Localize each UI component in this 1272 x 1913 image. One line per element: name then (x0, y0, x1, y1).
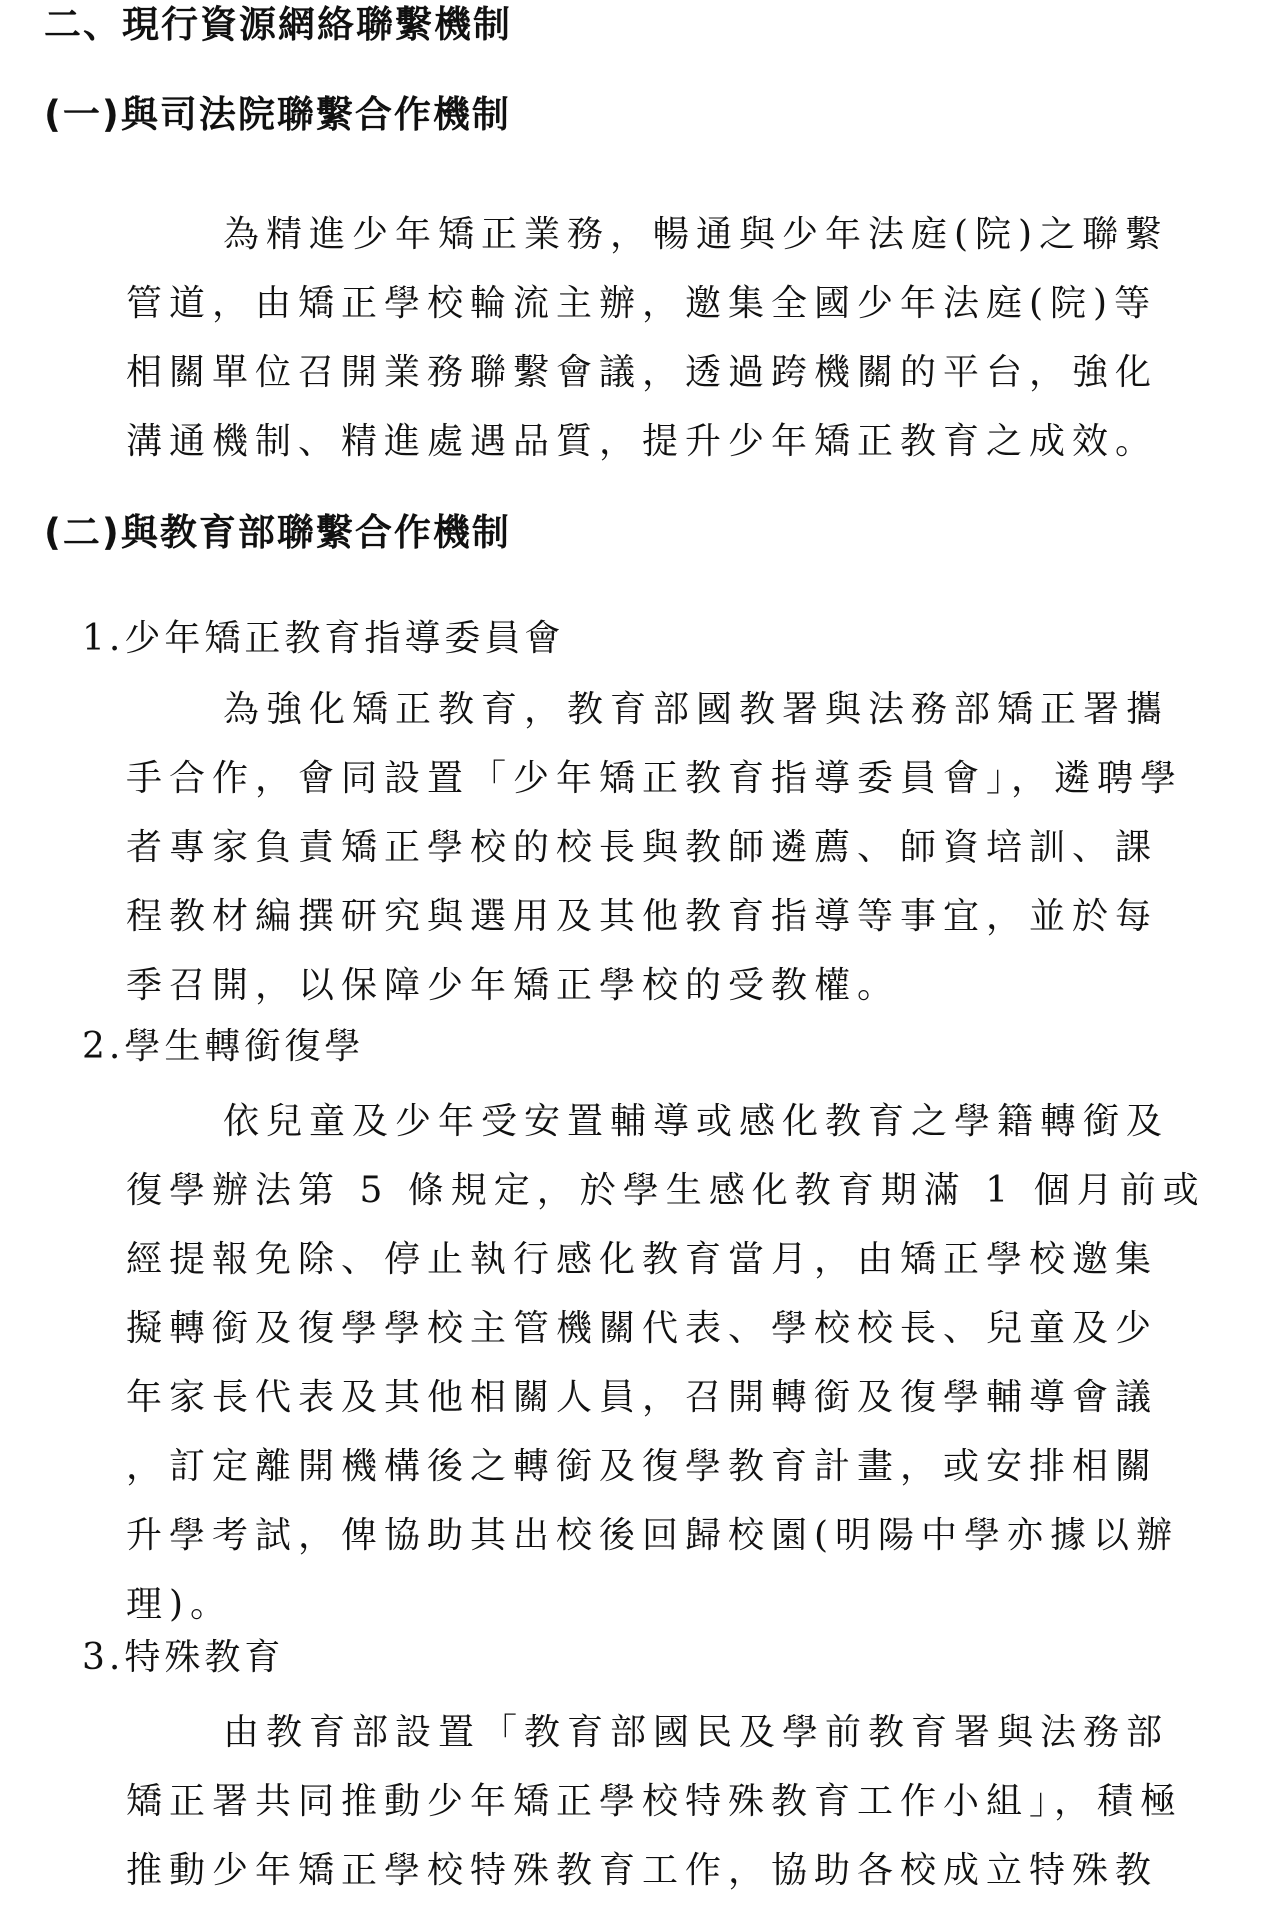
paragraph-line: 依兒童及少年受安置輔導或感化教育之學籍轉銜及 (223, 1101, 1170, 1142)
item-title-special-education: 3.特殊教育 (82, 1637, 285, 1678)
subsection-heading-education: (二)與教育部聯繫合作機制 (44, 511, 511, 554)
paragraph-line: 推動少年矯正學校特殊教育工作，協助各校成立特殊教 (126, 1850, 1159, 1891)
paragraph-line: 年家長代表及其他相關人員，召開轉銜及復學輔導會議 (126, 1377, 1159, 1418)
item-title-guidance-committee: 1.少年矯正教育指導委員會 (82, 618, 565, 659)
paragraph-line: 溝通機制、精進處遇品質，提升少年矯正教育之成效。 (126, 421, 1159, 462)
paragraph-guidance-committee (126, 675, 1183, 1020)
subsection-heading-judicial: (一)與司法院聯繫合作機制 (44, 93, 511, 136)
item-title-transition: 2.學生轉銜復學 (82, 1026, 365, 1067)
paragraph-line: 相關單位召開業務聯繫會議，透過跨機關的平台，強化 (126, 352, 1159, 393)
paragraph-line: 管道，由矯正學校輪流主辦，邀集全國少年法庭(院)等 (126, 283, 1158, 324)
paragraph-line: 復學辦法第 5 條規定，於學生感化教育期滿 1 個月前或 (126, 1170, 1206, 1211)
paragraph-line: 升學考試，俾協助其出校後回歸校園(明陽中學亦據以辦 (126, 1515, 1180, 1556)
paragraph-line: 矯正署共同推動少年矯正學校特殊教育工作小組」，積極 (126, 1781, 1184, 1822)
paragraph-line: ，訂定離開機構後之轉銜及復學教育計畫，或安排相關 (126, 1446, 1159, 1487)
paragraph-line: 理)。 (126, 1584, 234, 1625)
paragraph-line: 季召開，以保障少年矯正學校的受教權。 (126, 965, 901, 1006)
paragraph-special-education (126, 1698, 1183, 1905)
paragraph-transition (126, 1087, 1206, 1639)
section-heading: 二、現行資源網絡聯繫機制 (44, 3, 512, 46)
paragraph-line: 經提報免除、停止執行感化教育當月，由矯正學校邀集 (126, 1239, 1159, 1280)
paragraph-line: 程教材編撰研究與選用及其他教育指導等事宜，並於每 (126, 896, 1159, 937)
paragraph-line: 為強化矯正教育，教育部國教署與法務部矯正署攜 (223, 689, 1170, 730)
paragraph-line: 者專家負責矯正學校的校長與教師遴薦、師資培訓、課 (126, 827, 1159, 868)
paragraph-judicial-cooperation (126, 200, 1168, 476)
paragraph-line: 擬轉銜及復學學校主管機關代表、學校校長、兒童及少 (126, 1308, 1159, 1349)
paragraph-line: 手合作，會同設置「少年矯正教育指導委員會」，遴聘學 (126, 758, 1184, 799)
paragraph-line: 由教育部設置「教育部國民及學前教育署與法務部 (223, 1712, 1170, 1753)
paragraph-line: 為精進少年矯正業務，暢通與少年法庭(院)之聯繫 (223, 214, 1169, 255)
